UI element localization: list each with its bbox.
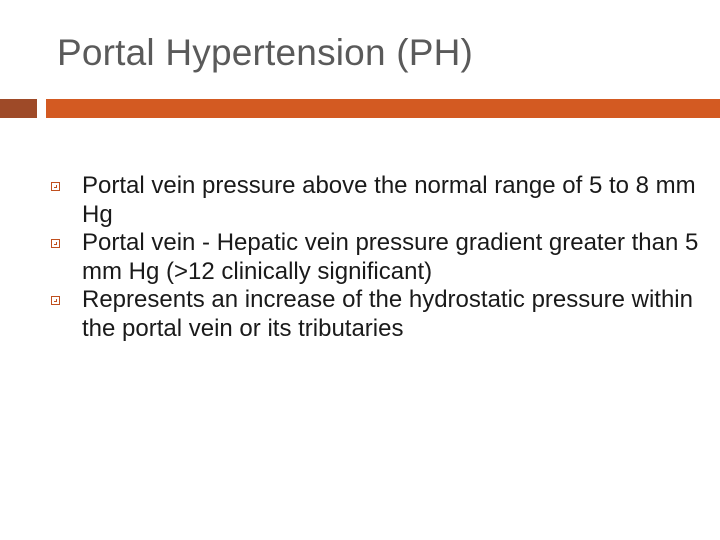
bullet-text: Portal vein - Hepatic vein pressure gradient greater than 5 mm Hg (>12 clinically significant) (82, 229, 699, 285)
title-rule-accent-left (0, 99, 37, 118)
bullet-item (0, 229, 720, 286)
square-bullet-icon (51, 182, 60, 191)
bullet-text: Portal vein pressure above the normal range of 5 to 8 mm Hg (82, 172, 696, 228)
title-rule-accent-right (46, 99, 720, 118)
square-bullet-icon (51, 239, 60, 248)
bullet-list (0, 172, 720, 343)
bullet-text: Represents an increase of the hydrostatic pressure within the portal vein or its tributaries (82, 286, 693, 342)
slide-title: Portal Hypertension (PH) (57, 32, 474, 73)
bullet-item (0, 286, 720, 343)
square-bullet-icon (51, 296, 60, 305)
bullet-item (0, 172, 720, 229)
